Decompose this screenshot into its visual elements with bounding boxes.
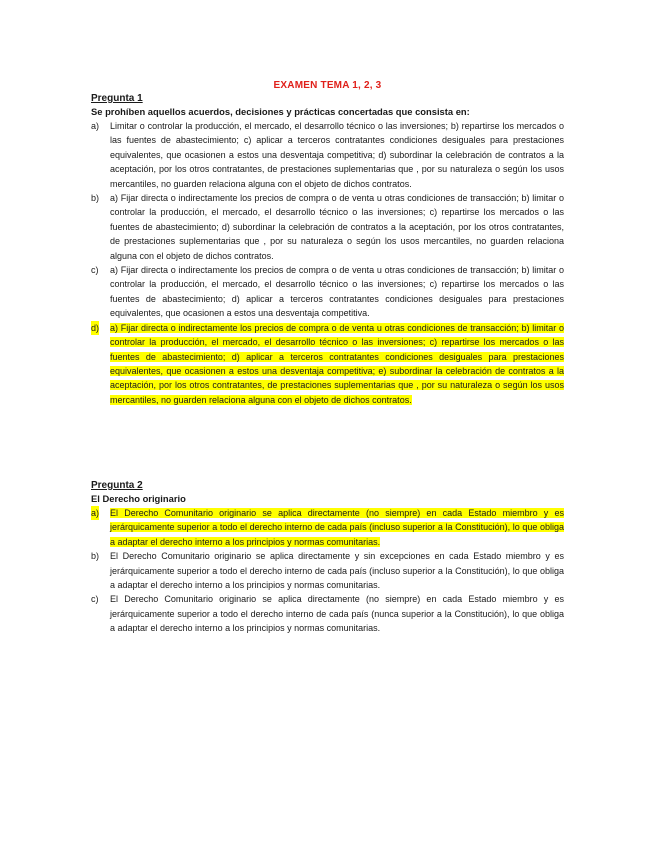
option-letter: d) xyxy=(91,321,99,335)
option-text: Limitar o controlar la producción, el mercado, el desarrollo técnico o las inversiones; b) repartirse los mercados o las fuentes de abastecimiento; c) aplicar a terceros contratantes condiciones desiguales para prestaciones equivalentes, que ocasionen a estos una desventaja competitiva; d) subordinar la celebración de contratos a la aceptación, por los otros contratantes, de prestaciones suplementarias que , por su naturaleza o según los usos mercantiles, no guarden relaciona alguna con el objeto de dichos contratos. xyxy=(110,121,564,189)
question-2-option-b xyxy=(91,549,564,592)
question-1-option-b xyxy=(91,191,564,263)
option-text: El Derecho Comunitario originario se aplica directamente y sin excepciones en cada Estado miembro y es jerárquicamente superior a todo el derecho interno de cada país (incluso superior a la Constitución), lo que obliga a adaptar el derecho interno a los principios y normas comunitarias. xyxy=(110,551,564,591)
option-letter: a) xyxy=(91,121,100,131)
question-2 xyxy=(91,480,564,636)
question-1-option-c xyxy=(91,263,564,321)
option-text: El Derecho Comunitario originario se aplica directamente (no siempre) en cada Estado miembro y es jerárquicamente superior a todo el derecho interno de cada país (incluso superior a la Constitución), lo que obliga a adaptar el derecho interno a los principios y normas comunitarias. xyxy=(110,508,564,547)
exam-title: EXAMEN TEMA 1, 2, 3 xyxy=(273,80,382,91)
question-1-option-d-highlighted xyxy=(91,321,564,407)
option-text: a) Fijar directa o indirectamente los precios de compra o de venta u otras condiciones de transacción; b) limitar o controlar la producción, el mercado, el desarrollo técnico o las inversiones; c) repartirse los mercados o las fuentes de abastecimiento; d) aplicar a terceros contratantes condiciones desiguales para prestaciones equivalentes, que ocasionen a estos una desventaja competitiva. xyxy=(110,265,564,319)
question-2-option-c xyxy=(91,592,564,635)
option-letter: b) xyxy=(91,193,100,204)
question-1 xyxy=(91,93,564,407)
option-text: El Derecho Comunitario originario se aplica directamente (no siempre) en cada Estado miembro y es jerárquicamente superior a todo el derecho interno de cada país (nunca superior a la Constitución), lo que obliga a adaptar el derecho interno a los principios y normas comunitarias. xyxy=(110,594,564,634)
option-text: a) Fijar directa o indirectamente los precios de compra o de venta u otras condiciones de transacción; b) limitar o controlar la producción, el mercado, el desarrollo técnico o las inversiones; c) repartirse los mercados o las fuentes de abastecimiento; d) subordinar la celebración de contratos a la aceptación, por los otros contratantes, de prestaciones suplementarias que , por su naturaleza o según los usos mercantiles, no guarden relaciona alguna con el objeto de dichos contratos. xyxy=(110,193,564,261)
option-letter: a) xyxy=(91,506,99,520)
option-letter: c) xyxy=(91,594,99,605)
option-text: a) Fijar directa o indirectamente los precios de compra o de venta u otras condiciones de transacción; b) limitar o controlar la producción, el mercado, el desarrollo técnico o las inversiones; c) repartirse los mercados o las fuentes de abastecimiento; d) aplicar a terceros contratantes condiciones desiguales para prestaciones equivalentes, que ocasionen a estos una desventaja competitiva; e) subordinar la celebración de contratos a la aceptación, por los otros contratantes, de prestaciones suplementarias que , por su naturaleza o según los usos mercantiles, no guarden relaciona alguna con el objeto de dichos contratos. xyxy=(110,322,564,405)
question-1-option-a xyxy=(91,119,564,191)
option-letter: b) xyxy=(91,551,100,562)
question-2-prompt: El Derecho originario xyxy=(91,493,186,504)
question-2-option-a-highlighted xyxy=(91,506,564,549)
question-1-prompt: Se prohíben aquellos acuerdos, decisiones y prácticas concertadas que consista en: xyxy=(91,106,470,117)
question-2-label: Pregunta 2 xyxy=(91,480,143,491)
option-letter: c) xyxy=(91,265,99,276)
question-1-label: Pregunta 1 xyxy=(91,93,143,104)
